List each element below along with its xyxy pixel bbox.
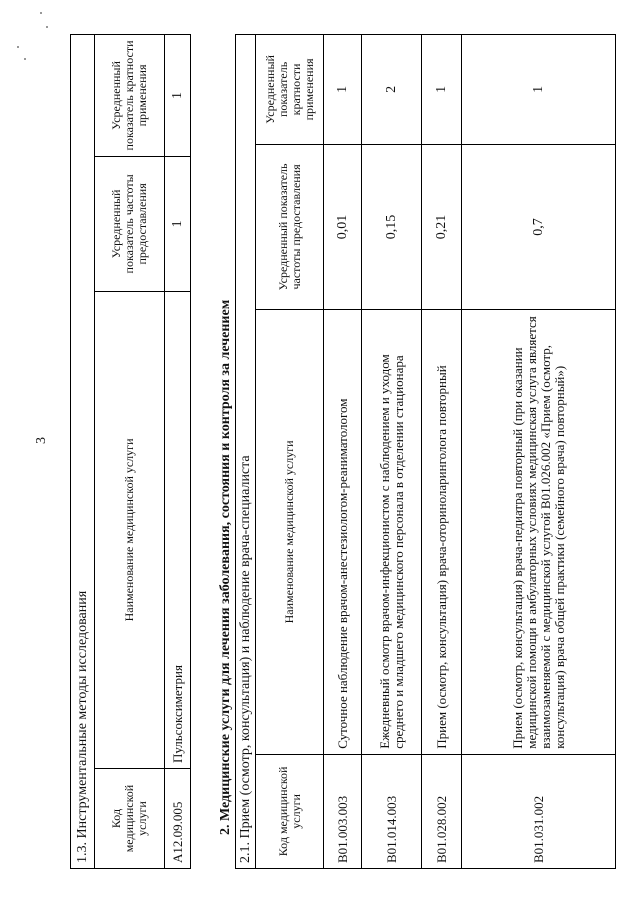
col-header-multiplicity: Усредненный показатель кратности применения [95, 35, 165, 157]
col-header-frequency: Усредненный показатель частоты предоставления [256, 144, 324, 309]
table-instrumental [70, 34, 191, 869]
section-2-1-title: 2.1. Прием (осмотр, консультация) и наблюдение врача-специалиста [236, 35, 256, 869]
table-row [362, 35, 422, 869]
cell-multiplicity: 1 [422, 35, 462, 145]
cell-name: Ежедневный осмотр врачом-инфекционистом с наблюдением и уходом среднего и младшего медицинского персонала в отделении стационара [362, 310, 422, 755]
cell-name: Прием (осмотр, консультация) врача-оториноларинголога повторный [422, 310, 462, 755]
col-header-code: Код медицинской услуги [256, 754, 324, 868]
cell-frequency: 0,7 [462, 144, 616, 309]
section-2-title: 2. Медицинские услуги для лечения заболевания, состояния и контроля за лечением [218, 299, 233, 835]
col-header-multiplicity: Усредненный показатель кратности применения [256, 35, 324, 145]
col-header-frequency: Усредненный показатель частоты предоставления [95, 156, 165, 291]
cell-multiplicity: 2 [362, 35, 422, 145]
table-row [165, 35, 191, 869]
cell-name: Прием (осмотр, консультация) врача-педиатра повторный (при оказании медицинской помощи в амбулаторных условиях медицинская услуга является взаимозаменяемой с медицинской услугой B01.026.002 «Прием (осмотр, консультация) врача общей практики (семейного врача) повторный») [462, 310, 616, 755]
cell-multiplicity: 1 [165, 35, 191, 157]
cell-frequency: 1 [165, 156, 191, 291]
cell-code: A12.09.005 [165, 769, 191, 869]
table-row [422, 35, 462, 869]
cell-frequency: 0,01 [324, 144, 362, 309]
page-number: 3 [34, 437, 49, 444]
cell-code: B01.031.002 [462, 754, 616, 868]
cell-name: Суточное наблюдение врачом-анестезиологом-реаниматологом [324, 310, 362, 755]
cell-frequency: 0,21 [422, 144, 462, 309]
table-row [462, 35, 616, 869]
cell-code: B01.003.003 [324, 754, 362, 868]
cell-code: B01.014.003 [362, 754, 422, 868]
col-header-name: Наименование медицинской услуги [95, 291, 165, 768]
table-row [324, 35, 362, 869]
table-specialist-visits [235, 34, 616, 869]
cell-name: Пульсоксиметрия [165, 291, 191, 768]
cell-multiplicity: 1 [462, 35, 616, 145]
col-header-name: Наименование медицинской услуги [256, 310, 324, 755]
cell-code: B01.028.002 [422, 754, 462, 868]
section-1-3-title: 1.3. Инструментальные методы исследования [71, 35, 95, 869]
col-header-code: Код медицинской услуги [95, 769, 165, 869]
cell-multiplicity: 1 [324, 35, 362, 145]
cell-frequency: 0,15 [362, 144, 422, 309]
